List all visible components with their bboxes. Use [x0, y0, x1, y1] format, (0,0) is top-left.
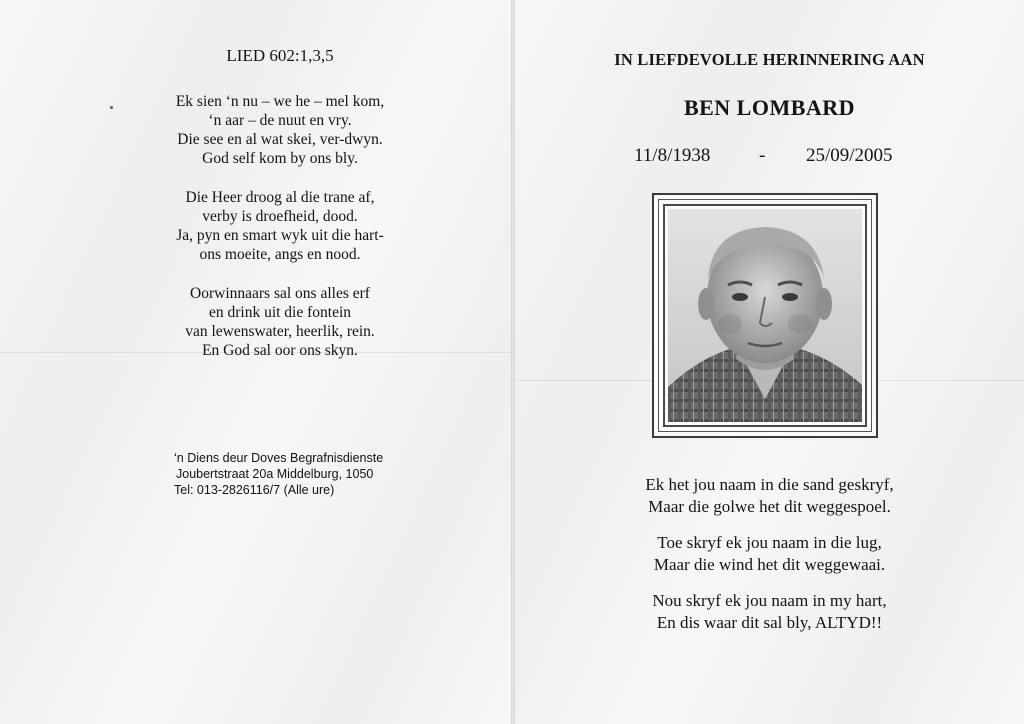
- service-provider: ‘n Diens deur Doves Begrafnisdienste: [174, 451, 384, 465]
- memorial-heading: IN LIEFDEVOLLE HERINNERING AAN: [614, 50, 925, 69]
- stanza-line: verby is droefheid, dood.: [202, 208, 358, 225]
- stanza-line: En God sal oor ons skyn.: [202, 342, 358, 359]
- poem-line: Toe skryf ek jou naam in die lug,: [657, 533, 882, 552]
- service-phone: Tel: 013-2826116/7 (Alle ure): [174, 483, 335, 497]
- birth-date: 11/8/1938: [634, 145, 711, 166]
- photo-frame: [652, 193, 878, 438]
- stanza-line: ons moeite, angs en nood.: [199, 246, 361, 263]
- service-address: Joubertstraat 20a Middelburg, 1050: [176, 467, 374, 481]
- poem-verse: [515, 474, 1024, 517]
- portrait-illustration: [668, 209, 862, 422]
- stanza-line: God self kom by ons bly.: [202, 150, 358, 167]
- poem-line: Nou skryf ek jou naam in my hart,: [652, 591, 887, 610]
- stanza-line: Ja, pyn en smart wyk uit die hart-: [176, 227, 384, 244]
- stanza-line: en drink uit die fontein: [208, 304, 352, 321]
- stanza-line: Die Heer droog al die trane af,: [185, 189, 375, 206]
- hymn-stanza: [0, 284, 560, 360]
- life-dates: [630, 145, 920, 169]
- stanza-line: Oorwinnaars sal ons alles erf: [190, 285, 370, 302]
- hymn-title: LIED 602:1,3,5: [226, 46, 334, 65]
- hymn-stanza: [0, 92, 560, 168]
- closing-poem: [515, 474, 1024, 648]
- portrait-photo: [668, 209, 862, 422]
- poem-line: Maar die wind het dit weggewaai.: [653, 554, 886, 574]
- poem-verse: [515, 532, 1024, 575]
- poem-line: En dis waar dit sal bly, ALTYD!!: [656, 612, 883, 632]
- poem-verse: [515, 590, 1024, 633]
- stanza-line: van lewenswater, heerlik, rein.: [185, 323, 375, 340]
- poem-line: Ek het jou naam in die sand geskryf,: [645, 475, 894, 494]
- stanza-line: ‘n aar – de nuut en vry.: [208, 112, 352, 129]
- poem-line: Maar die golwe het dit weggespoel.: [648, 496, 891, 516]
- stanza-line: Die see en al wat skei, ver-dwyn.: [177, 131, 383, 148]
- stanza-line: Ek sien ‘n nu – we he – mel kom,: [175, 93, 385, 110]
- deceased-name: BEN LOMBARD: [683, 95, 856, 120]
- date-separator: -: [759, 145, 766, 166]
- death-date: 25/09/2005: [806, 145, 893, 166]
- funeral-service-info: [174, 450, 383, 498]
- hymn-stanza: [0, 188, 560, 264]
